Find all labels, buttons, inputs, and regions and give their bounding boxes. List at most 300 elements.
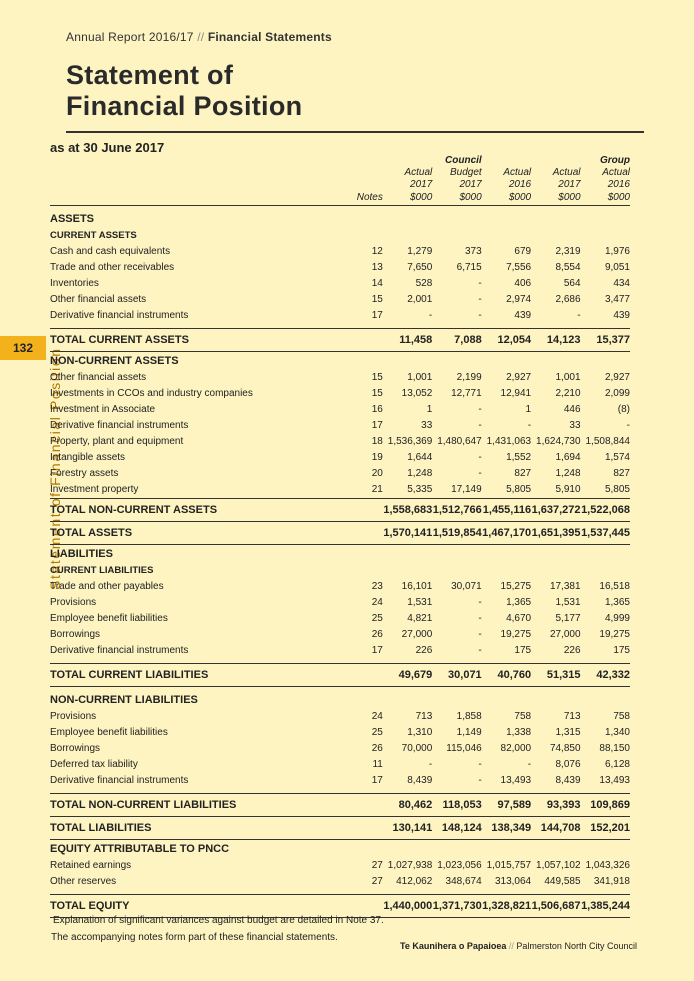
note-ref: 27 [371,876,383,887]
amount-cell [531,228,580,244]
amount-cell: 1,431,063 [486,436,532,447]
amount-cell: 13,493 [599,775,630,786]
amount-cell: 2,319 [555,246,581,257]
note-ref: 21 [371,484,383,495]
row-label: Derivative financial instruments [50,775,189,786]
amount-cell: 33 [569,420,581,431]
amount-cell: 8,076 [555,759,581,770]
amount-cell: 2,686 [555,294,581,305]
amount-cell: 8,554 [555,262,581,273]
row-label: Intangible assets [50,452,126,463]
column-group-header [50,154,630,167]
amount-cell: 1,057,102 [536,860,581,871]
amount-cell: 713 [563,711,581,722]
amount-cell: 7,088 [432,329,481,352]
amount-cell: 80,462 [383,794,432,817]
amount-cell: 1,310 [407,727,433,738]
total-row [50,522,630,545]
note-ref: 11 [372,759,383,770]
amount-cell: 1,385,244 [581,895,630,918]
amount-cell [383,840,432,859]
amount-cell: 5,805 [506,484,532,495]
amount-cell [531,545,580,564]
amount-cell: 226 [415,645,433,656]
amount-cell [581,563,630,579]
amount-cell: 7,650 [407,262,433,273]
note-ref: 24 [371,597,383,608]
amount-cell: 449,585 [544,876,581,887]
note-ref: 17 [371,310,383,321]
amount-cell [581,840,630,859]
note-ref: 13 [371,262,383,273]
amount-cell: 13,052 [401,388,433,399]
amount-cell: - [527,420,532,431]
amount-cell: 17,149 [451,484,482,495]
section-name: Financial Statements [207,30,332,44]
amount-cell: - [478,294,482,305]
col-header: 2016 [508,179,532,190]
amount-cell: 13,493 [500,775,532,786]
note-ref [353,352,383,371]
col-header: Actual [503,167,532,178]
note-ref: 14 [371,278,383,289]
section-heading [50,545,630,564]
amount-cell: 1,624,730 [536,436,581,447]
amount-cell: 528 [415,278,433,289]
amount-cell: - [428,759,433,770]
amount-cell: 1,536,369 [387,436,433,447]
page-number-tab [0,336,46,360]
note-ref: 19 [371,452,383,463]
amount-cell: 4,821 [407,613,433,624]
amount-cell: 1,644 [407,452,433,463]
line-item-row [50,725,630,741]
amount-cell: 348,674 [445,876,482,887]
amount-cell [531,563,580,579]
variance-note: Explanation of significant variances against budget are detailed in Note 37. [53,915,384,926]
amount-cell [482,563,531,579]
group-group-label: Group [600,155,630,166]
amount-cell: 1 [426,404,433,415]
subsection-heading [50,352,630,371]
amount-cell: - [428,310,433,321]
row-label: Inventories [50,278,99,289]
amount-cell [383,563,432,579]
amount-cell [531,210,580,228]
amount-cell: - [478,629,482,640]
amount-cell: 1,328,821 [482,895,531,918]
footer-separator: // [508,941,514,951]
amount-cell: 109,869 [581,794,630,817]
row-label: ASSETS [50,213,95,225]
row-label: Derivative financial instruments [50,645,189,656]
row-label: Deferred tax liability [50,759,138,770]
amount-cell: 51,315 [531,664,580,687]
amount-cell [581,228,630,244]
title-line-2: Financial Position [66,91,303,121]
amount-cell: 8,439 [407,775,433,786]
amount-cell: - [626,420,630,431]
total-row [50,329,630,352]
amount-cell: 144,708 [531,817,580,840]
subsection-heading [50,228,630,244]
amount-cell: 439 [514,310,532,321]
amount-cell: 1,512,766 [432,499,481,522]
page-header [66,30,332,44]
amount-cell: 15,275 [500,581,532,592]
amount-cell: 1,365 [506,597,532,608]
col-header: Actual [404,167,433,178]
amount-cell: 27,000 [401,629,433,640]
amount-cell [482,545,531,564]
note-ref [353,794,383,817]
amount-cell [531,691,580,709]
col-header: $000 [383,191,432,206]
line-item-row [50,402,630,418]
amount-cell: 16,518 [599,581,630,592]
amount-cell: 1,248 [555,468,581,479]
amount-cell: 130,141 [383,817,432,840]
amount-cell: 42,332 [581,664,630,687]
amount-cell: 12,054 [482,329,531,352]
amount-cell: - [478,613,482,624]
col-header: Actual [602,167,630,178]
page-title [66,60,302,122]
line-item-row [50,276,630,292]
amount-cell: 1,340 [604,727,630,738]
note-ref: 12 [371,246,383,257]
footer-maori-name: Te Kaunihera o Papaioea [400,941,507,951]
amount-cell [383,691,432,709]
row-label: TOTAL NON-CURRENT ASSETS [50,499,353,522]
amount-cell: 3,477 [604,294,630,305]
note-ref: 25 [371,613,383,624]
amount-cell [482,228,531,244]
amount-cell: - [478,278,482,289]
note-ref: 23 [371,581,383,592]
amount-cell: 1,371,730 [432,895,481,918]
amount-cell: 1,015,757 [486,860,532,871]
amount-cell: - [478,597,482,608]
line-item-row [50,773,630,789]
col-header: $000 [482,191,531,206]
amount-cell: 1,558,683 [383,499,432,522]
line-item-row [50,741,630,757]
row-label: Investments in CCOs and industry companies [50,388,253,399]
amount-cell: 1,519,854 [432,522,481,545]
row-label: Other financial assets [50,294,147,305]
subsection-heading [50,563,630,579]
row-label: NON-CURRENT ASSETS [50,355,179,367]
row-label: Investment property [50,484,139,495]
amount-cell: 2,099 [604,388,630,399]
amount-cell: 1,522,068 [581,499,630,522]
header-separator: // [197,30,205,44]
row-label: TOTAL EQUITY [50,895,353,918]
note-ref [353,522,383,545]
amount-cell [581,352,630,371]
amount-cell: - [478,452,482,463]
row-label: CURRENT LIABILITIES [50,565,154,576]
amount-cell: 1,001 [407,372,433,383]
amount-cell: 406 [514,278,532,289]
amount-cell: 564 [563,278,581,289]
amount-cell: 2,974 [506,294,532,305]
amount-cell: 1,338 [506,727,532,738]
amount-cell: 226 [563,645,581,656]
amount-cell: 439 [613,310,630,321]
amount-cell: 341,918 [593,876,630,887]
row-label: TOTAL LIABILITIES [50,817,353,840]
note-ref [353,210,383,228]
row-label: Trade and other receivables [50,262,175,273]
amount-cell: 1,480,647 [437,436,482,447]
note-ref: 17 [371,420,383,431]
amount-cell: 2,927 [506,372,532,383]
column-header-row [50,191,630,206]
amount-cell: 2,199 [456,372,482,383]
amount-cell: - [478,759,482,770]
amount-cell: 1,279 [407,246,433,257]
line-item-row [50,260,630,276]
amount-cell: 138,349 [482,817,531,840]
row-label: Investment in Associate [50,404,156,415]
amount-cell: 152,201 [581,817,630,840]
amount-cell: 8,439 [555,775,581,786]
row-label: TOTAL CURRENT LIABILITIES [50,664,353,687]
line-item-row [50,579,630,595]
row-label: LIABILITIES [50,548,113,560]
amount-cell [432,352,481,371]
amount-cell: 27,000 [549,629,581,640]
total-row [50,664,630,687]
amount-cell: 446 [563,404,581,415]
note-ref: 17 [371,645,383,656]
line-item-row [50,386,630,402]
amount-cell: - [478,775,482,786]
line-item-row [50,482,630,499]
amount-cell: 1,651,395 [531,522,580,545]
amount-cell: 679 [514,246,532,257]
note-ref [353,228,383,244]
amount-cell: (8) [617,404,630,415]
amount-cell: 1,043,326 [585,860,630,871]
line-item-row [50,466,630,482]
note-ref: 17 [371,775,383,786]
amount-cell: 175 [514,645,532,656]
note-ref: 15 [371,372,383,383]
amount-cell [432,691,481,709]
column-header-row [50,167,630,179]
side-section-label: Statement of Financial Position [47,347,63,590]
col-header: 2017 [558,179,581,190]
amount-cell: - [527,759,532,770]
row-label: Borrowings [50,743,101,754]
amount-cell: 1,001 [555,372,581,383]
amount-cell: 1,149 [456,727,482,738]
amount-cell: 12,771 [451,388,482,399]
total-row [50,794,630,817]
note-ref: 20 [371,468,383,479]
col-header: $000 [531,191,580,206]
amount-cell [383,210,432,228]
footer-council-name: Palmerston North City Council [516,941,637,951]
amount-cell: 17,381 [549,581,581,592]
note-ref: 18 [371,436,383,447]
amount-cell: 7,556 [506,262,532,273]
amount-cell: 9,051 [604,262,630,273]
col-header: 2016 [607,179,630,190]
col-header: Actual [552,167,581,178]
line-item-row [50,611,630,627]
amount-cell [482,691,531,709]
amount-cell: 5,177 [555,613,581,624]
amount-cell: 1,976 [604,246,630,257]
note-ref [353,817,383,840]
amount-cell: 827 [514,468,532,479]
amount-cell: 5,335 [407,484,433,495]
amount-cell: 15,377 [581,329,630,352]
col-header: $000 [432,191,481,206]
amount-cell: 1,552 [506,452,532,463]
amount-cell: 434 [613,278,630,289]
line-item-row [50,757,630,773]
amount-cell: 4,670 [506,613,532,624]
amount-cell: 1,537,445 [581,522,630,545]
amount-cell: 97,589 [482,794,531,817]
title-divider [66,131,644,133]
note-ref: 16 [371,404,383,415]
amount-cell [432,563,481,579]
amount-cell [383,352,432,371]
amount-cell: 1,027,938 [387,860,433,871]
amount-cell [482,840,531,859]
as-at-date: as at 30 June 2017 [50,140,165,155]
amount-cell [531,840,580,859]
amount-cell: 1,570,141 [383,522,432,545]
note-ref [353,691,383,709]
amount-cell: 1,508,844 [585,436,630,447]
amount-cell [581,545,630,564]
page-footer [400,941,637,951]
amount-cell [482,352,531,371]
line-item-row [50,595,630,611]
amount-cell: 373 [465,246,482,257]
title-line-1: Statement of [66,60,234,90]
line-item-row [50,627,630,643]
amount-cell: 40,760 [482,664,531,687]
amount-cell: 16,101 [401,581,433,592]
note-ref [353,499,383,522]
row-label: Borrowings [50,629,101,640]
financial-position-table [50,154,630,918]
accompanying-notes: The accompanying notes form part of these financial statements. [51,932,338,943]
amount-cell: 12,941 [500,388,532,399]
amount-cell [432,228,481,244]
line-item-row [50,858,630,874]
amount-cell: 5,910 [555,484,581,495]
note-ref: 26 [371,743,383,754]
amount-cell: 1,467,170 [482,522,531,545]
row-label: Derivative financial instruments [50,310,189,321]
amount-cell: 118,053 [432,794,481,817]
amount-cell: 1,315 [555,727,581,738]
amount-cell: 30,071 [451,581,482,592]
line-item-row [50,244,630,260]
amount-cell: 2,927 [604,372,630,383]
row-label: Cash and cash equivalents [50,246,171,257]
amount-cell: - [478,468,482,479]
council-group-label: Council [445,155,482,166]
col-header: 2017 [459,179,482,190]
note-ref: 15 [371,388,383,399]
amount-cell [581,210,630,228]
amount-cell: 2,210 [555,388,581,399]
amount-cell: 115,046 [446,743,482,754]
amount-cell [432,545,481,564]
report-name: Annual Report 2016/17 [66,30,194,44]
row-label: Provisions [50,597,97,608]
amount-cell: 313,064 [494,876,532,887]
section-heading [50,210,630,228]
amount-cell: 1,365 [604,597,630,608]
section-heading [50,840,630,859]
line-item-row [50,709,630,725]
amount-cell: 1,455,116 [482,499,531,522]
amount-cell: 93,393 [531,794,580,817]
amount-cell: 2,001 [407,294,433,305]
note-ref [353,563,383,579]
subsection-heading [50,691,630,709]
amount-cell: 19,275 [599,629,630,640]
amount-cell: 1,248 [407,468,433,479]
note-ref: 26 [371,629,383,640]
note-ref [353,664,383,687]
line-item-row [50,370,630,386]
row-label: EQUITY ATTRIBUTABLE TO PNCC [50,843,230,855]
amount-cell [531,352,580,371]
col-header: Budget [449,167,482,178]
note-ref [353,545,383,564]
line-item-row [50,418,630,434]
amount-cell: 19,275 [500,629,532,640]
row-label: Provisions [50,711,97,722]
amount-cell: 11,458 [383,329,432,352]
total-row [50,817,630,840]
amount-cell: 1,858 [456,711,482,722]
amount-cell: 5,805 [604,484,630,495]
amount-cell: - [478,420,482,431]
amount-cell: 30,071 [432,664,481,687]
amount-cell: - [478,645,482,656]
amount-cell: 1,694 [555,452,581,463]
note-ref [353,840,383,859]
amount-cell: 175 [613,645,630,656]
amount-cell: - [478,404,482,415]
page-number: 132 [12,341,34,355]
line-item-row [50,308,630,324]
note-ref: 25 [371,727,383,738]
column-header-row [50,179,630,191]
line-item-row [50,874,630,890]
amount-cell: 1,506,687 [531,895,580,918]
amount-cell: 412,062 [396,876,433,887]
row-label: TOTAL NON-CURRENT LIABILITIES [50,794,353,817]
amount-cell: 1,531 [407,597,433,608]
amount-cell: 33 [421,420,433,431]
amount-cell: 1,531 [555,597,581,608]
amount-cell: 4,999 [604,613,630,624]
